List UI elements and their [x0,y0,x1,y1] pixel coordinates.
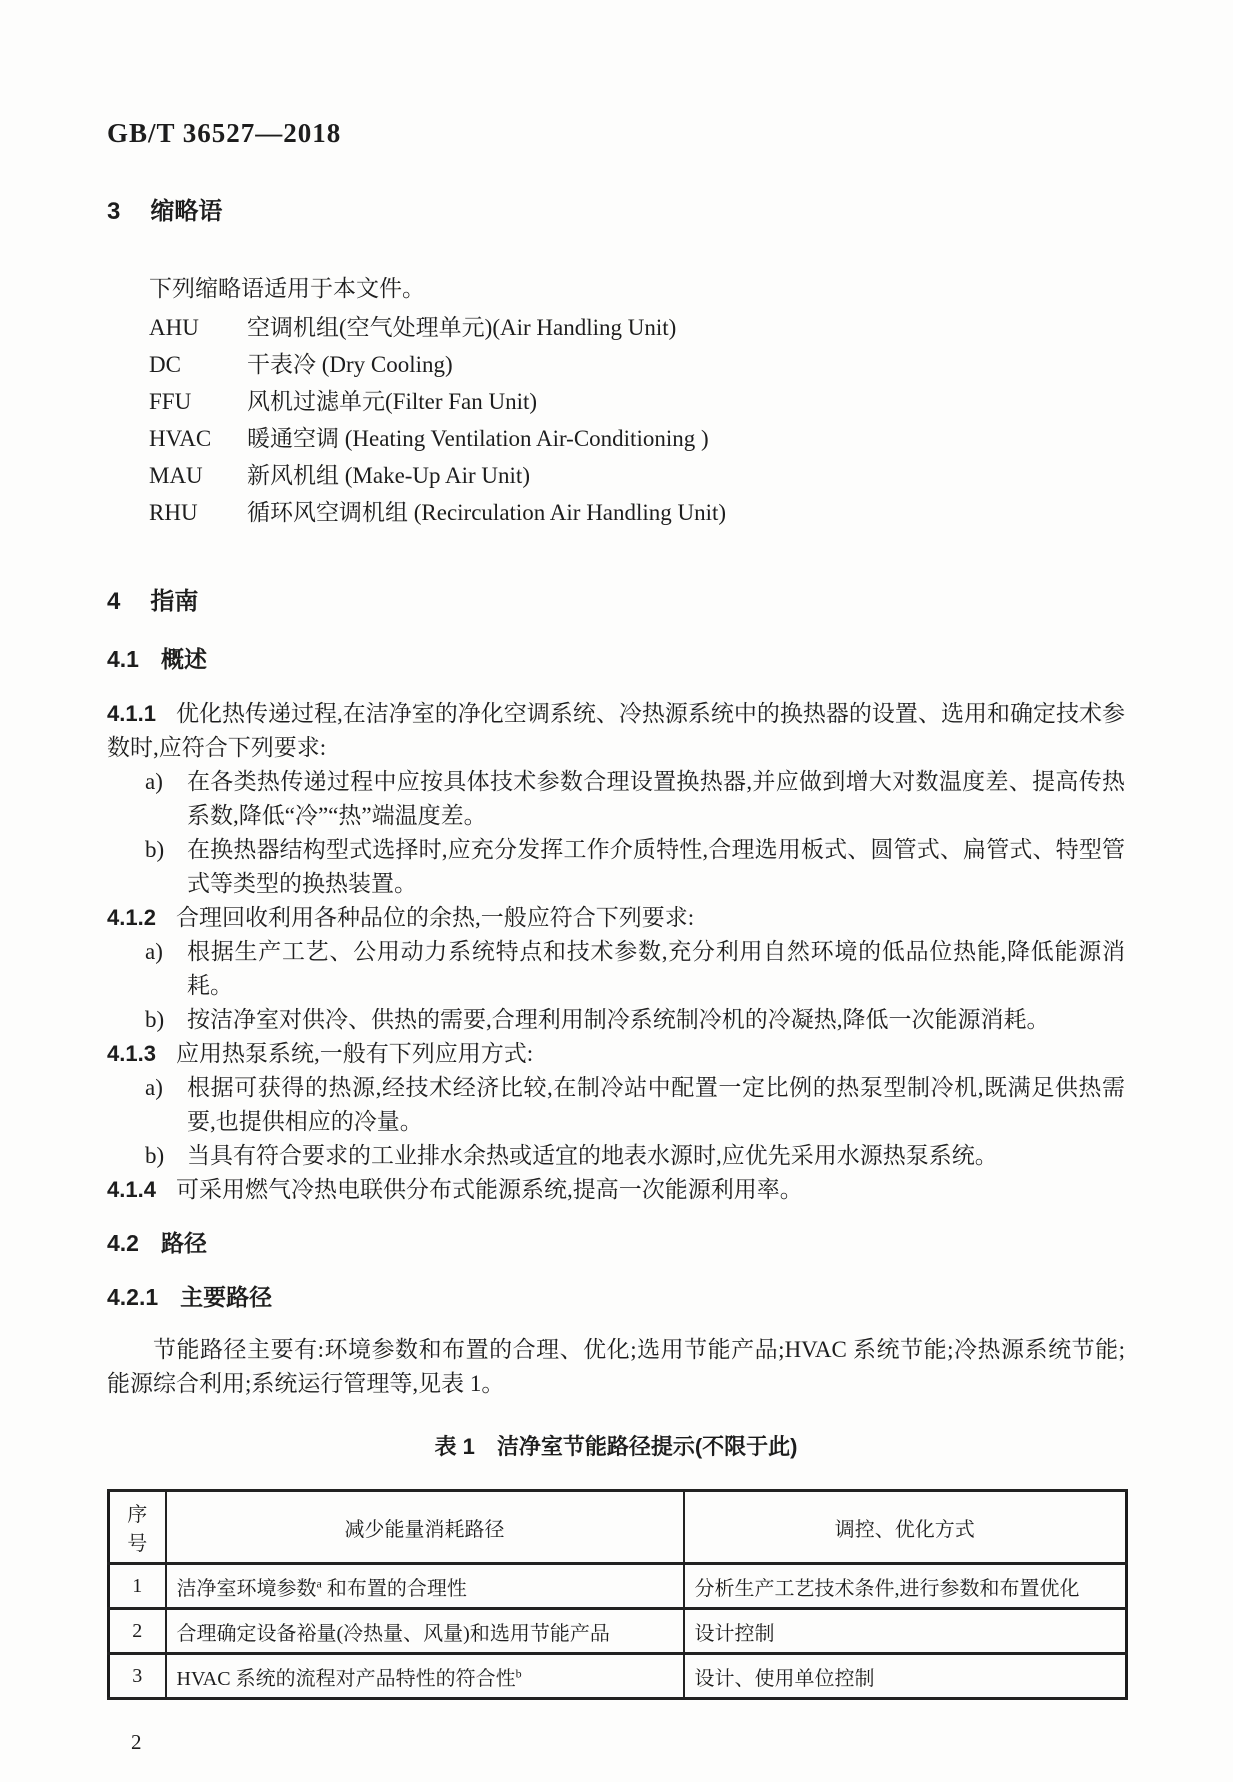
doc-code: GB/T 36527—2018 [107,118,342,148]
footnote-superscript: a [316,1575,322,1590]
cell-path-text: 和布置的合理性 [321,1577,467,1600]
abbreviation-code: AHU [149,315,199,340]
cell-num: 1 [109,1564,166,1609]
table-caption-label: 表 1 [434,1434,475,1459]
list-item-label: a) [145,939,163,964]
table-caption-title: 洁净室节能路径提示(不限于此) [496,1434,798,1459]
abbreviation-item [149,309,1125,346]
list-item-label: b) [145,837,165,862]
section-4-2-1-heading [107,1283,1125,1311]
table-row [109,1609,1127,1654]
abbreviation-item [149,494,1125,531]
table-row [109,1654,1127,1699]
table-1 [107,1489,1128,1700]
abbreviation-definition: 干表冷 (Dry Cooling) [247,352,453,377]
cell-method: 设计控制 [684,1609,1127,1654]
abbreviation-item [149,383,1125,420]
list-item-label: b) [145,1007,165,1032]
abbreviation-definition: 暖通空调 (Heating Ventilation Air-Conditioning ) [247,426,709,451]
table-header-row [109,1491,1127,1564]
section-title: 路径 [160,1230,207,1256]
abbreviations-intro: 下列缩略语适用于本文件。 [149,276,425,301]
clause-number: 4.1.4 [107,1177,156,1202]
cell-path-text: 洁净室环境参数 [176,1577,317,1600]
clause-text: 应用热泵系统,一般有下列应用方式: [175,1041,534,1066]
table-caption [107,1433,1125,1461]
section-4-1-heading [107,645,1125,673]
cell-path-text: HVAC 系统的流程对产品特性的符合性 [176,1667,516,1690]
clause-4-1-3 [107,1037,1125,1071]
cell-path [166,1564,684,1609]
abbreviation-item [149,346,1125,383]
clause-number: 4.1.2 [107,905,156,930]
list-item-b [145,1139,1125,1173]
list-item-a [145,1071,1125,1139]
list-item-text: 在换热器结构型式选择时,应充分发挥工作介质特性,合理选用板式、圆管式、扁管式、特型管式等类型的换热装置。 [187,837,1125,896]
abbreviation-code: MAU [149,463,203,488]
cell-num: 2 [109,1609,166,1654]
cell-path [166,1609,684,1654]
list-item-a [145,765,1125,833]
abbreviation-item [149,457,1125,494]
abbreviation-list [107,309,1125,531]
footnote-superscript: b [515,1665,522,1680]
column-header-method: 调控、优化方式 [684,1491,1127,1564]
abbreviation-item [149,420,1125,457]
clause-4-1-2 [107,901,1125,935]
list-item-text: 根据生产工艺、公用动力系统特点和技术参数,充分利用自然环境的低品位热能,降低能源消耗。 [187,939,1125,998]
list-item-b [145,833,1125,901]
list-item-text: 根据可获得的热源,经技术经济比较,在制冷站中配置一定比例的热泵型制冷机,既满足供热需要,也提供相应的冷量。 [187,1075,1125,1134]
section-number: 4.1 [107,646,139,672]
clause-4-1-4 [107,1173,1125,1207]
clause-text: 合理回收利用各种品位的余热,一般应符合下列要求: [175,905,695,930]
section-number: 3 [107,198,121,225]
abbreviation-definition: 空调机组(空气处理单元)(Air Handling Unit) [247,315,677,340]
list-item-label: a) [145,769,163,794]
section-title: 指南 [150,588,199,615]
abbreviation-definition: 风机过滤单元(Filter Fan Unit) [247,389,538,414]
clause-number: 4.1.1 [107,701,156,726]
section-4-heading [107,587,1125,617]
column-header-num: 序号 [109,1491,166,1564]
list-item-label: b) [145,1143,165,1168]
clause-text: 优化热传递过程,在洁净室的净化空调系统、冷热源系统中的换热器的设置、选用和确定技术参数时,应符合下列要求: [107,701,1125,760]
page-number: 2 [131,1730,142,1754]
clause-text: 可采用燃气冷热电联供分布式能源系统,提高一次能源利用率。 [175,1177,803,1202]
section-4-2-heading [107,1229,1125,1257]
section-number: 4.2 [107,1230,139,1256]
list-item-label: a) [145,1075,163,1100]
abbreviation-code: DC [149,352,181,377]
column-header-path: 减少能量消耗路径 [166,1491,684,1564]
cell-method: 设计、使用单位控制 [684,1654,1127,1699]
clause-4-1-1 [107,697,1125,765]
abbreviation-code: HVAC [149,426,212,451]
table-row [109,1564,1127,1609]
section-title: 主要路径 [180,1284,273,1310]
list-item-text: 当具有符合要求的工业排水余热或适宜的地表水源时,应优先采用水源热泵系统。 [187,1143,998,1168]
cell-path-text: 合理确定设备裕量(冷热量、风量)和选用节能产品 [176,1622,610,1645]
section-number: 4 [107,588,121,615]
list-item-a [145,935,1125,1003]
cell-path [166,1654,684,1699]
abbreviation-code: RHU [149,500,198,525]
paragraph-4-2-1: 节能路径主要有:环境参数和布置的合理、优化;选用节能产品;HVAC 系统节能;冷热源系统节能;能源综合利用;系统运行管理等,见表 1。 [107,1337,1125,1396]
list-item-b [145,1003,1125,1037]
list-item-text: 在各类热传递过程中应按具体技术参数合理设置换热器,并应做到增大对数温度差、提高传热系数,降低“冷”“热”端温度差。 [187,769,1125,828]
cell-num: 3 [109,1654,166,1699]
section-number: 4.2.1 [107,1284,159,1310]
abbreviation-definition: 新风机组 (Make-Up Air Unit) [247,463,530,488]
section-title: 缩略语 [150,198,223,225]
abbreviation-definition: 循环风空调机组 (Recirculation Air Handling Unit) [247,500,727,525]
cell-method: 分析生产工艺技术条件,进行参数和布置优化 [684,1564,1127,1609]
clause-number: 4.1.3 [107,1041,156,1066]
section-title: 概述 [160,646,207,672]
abbreviation-code: FFU [149,389,192,414]
list-item-text: 按洁净室对供冷、供热的需要,合理利用制冷系统制冷机的冷凝热,降低一次能源消耗。 [187,1007,1050,1032]
section-3-heading [107,197,1125,227]
page-content [107,0,1125,1755]
